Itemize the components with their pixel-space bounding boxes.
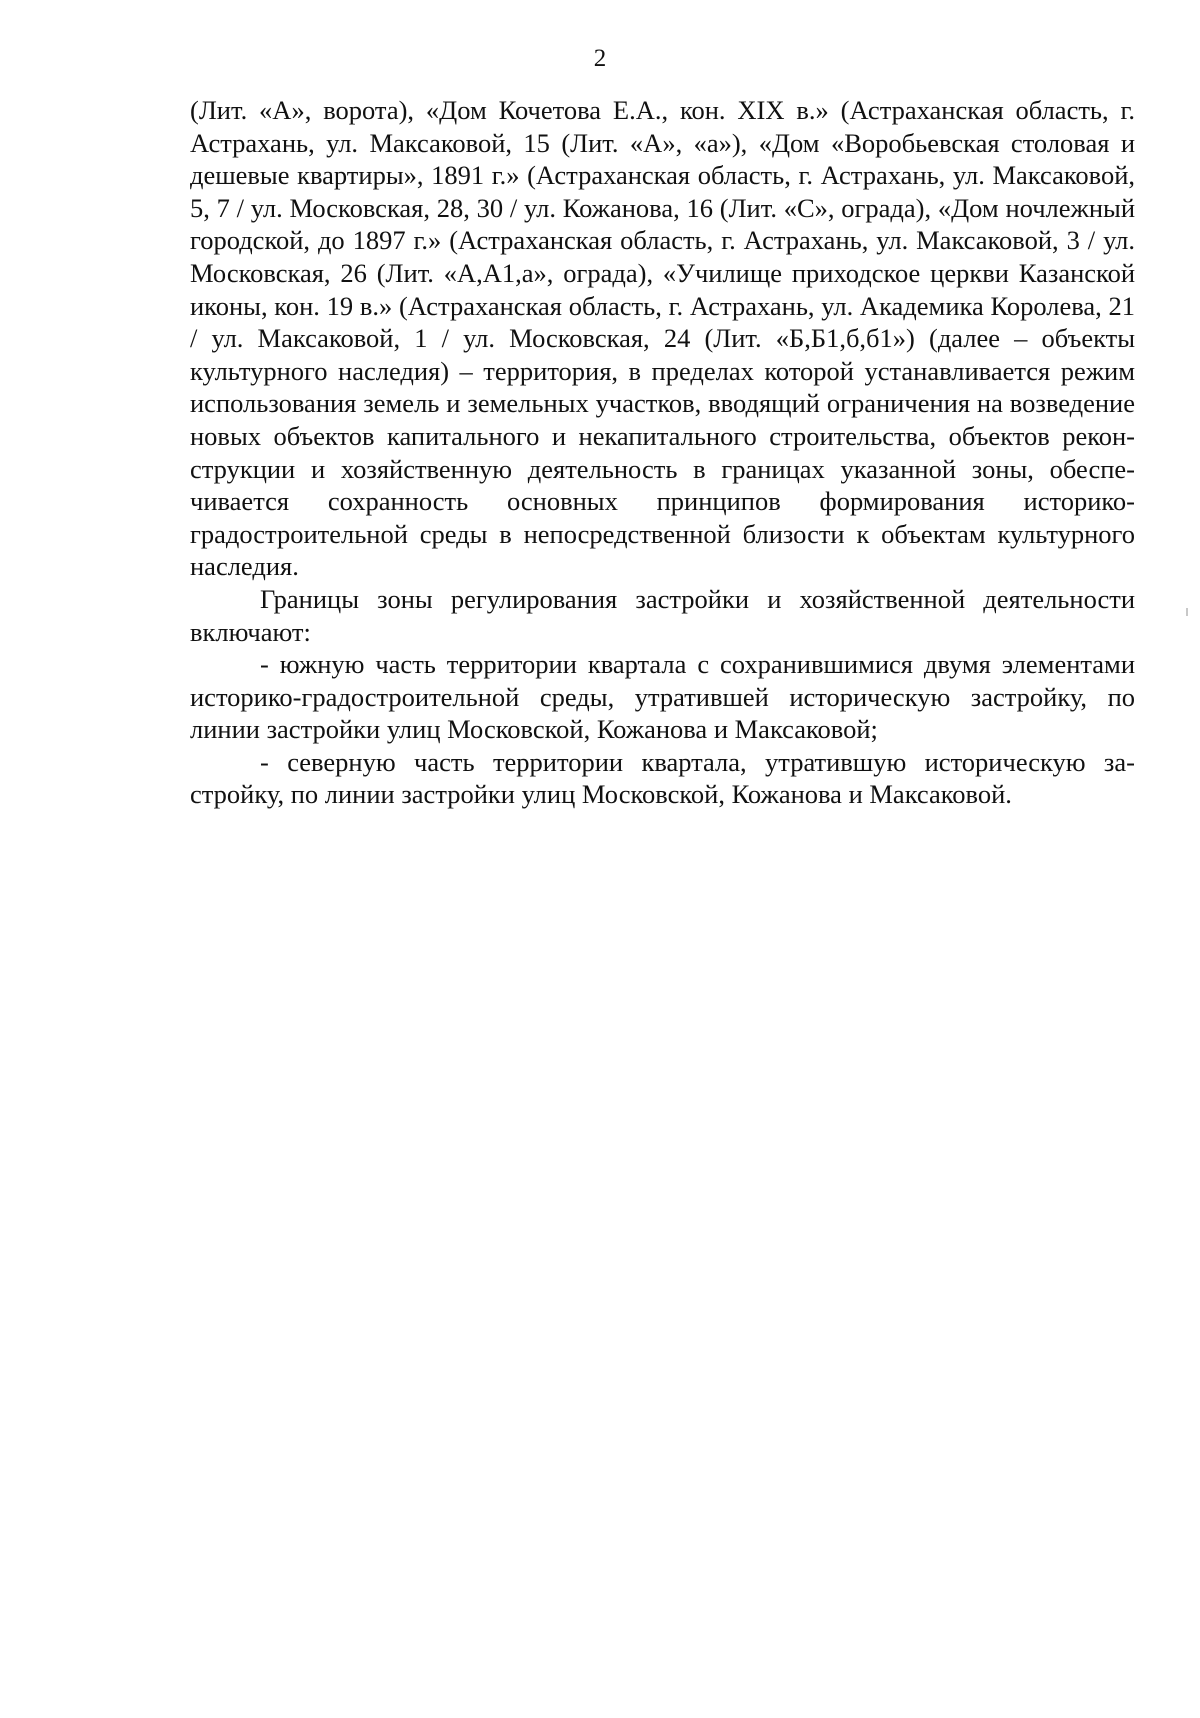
document-body: [190, 94, 1135, 811]
paragraph-heritage-objects: (Лит. «А», ворота), «Дом Кочетова Е.А., кон. XIX в.» (Астраханская область, г. Астрахань, ул. Максаковой, 15 (Лит. «А», «а»), «Дом «Воробьевская столовая и дешевые квартиры», 1891 г.» (Астраханская область, г. Астрахань, ул. Максаковой, 5, 7 / ул. Московская, 28, 30 / ул. Кожанова, 16 (Лит. «С», ограда), «Дом ночлежный городской, до 1897 г.» (Астраханская область, г. Астрахань, ул. Максаковой, 3 / ул. Московская, 26 (Лит. «А,А1,а», ограда), «Училище приходское церкви Казанской иконы, кон. 19 в.» (Астраханская область, г. Астрахань, ул. Академика Королева, 21 / ул. Максаковой, 1 / ул. Московская, 24 (Лит. «Б,Б1,б,б1») (далее – объекты культурного наследия) – территория, в пределах которой устанавливается режим использования земель и земельных участков, вводящий ограничения на возведение новых объектов капитального и некапитального строительства, объектов реконструкции и хозяйственную деятельность в границах указанной зоны, обеспечивается сохранность основных принципов формирования историкоградостроительной среды в непосредственной близости к объектам культурного наследия.: [190, 95, 1135, 582]
paragraph-zone-boundaries: Границы зоны регулирования застройки и хозяйственной деятельности включают:: [190, 583, 1135, 647]
scan-artifact: [1186, 608, 1188, 616]
paragraph-north-part: - северную часть территории квартала, утратившую историческую застройку, по линии застройки улиц Московской, Кожанова и Максаковой.: [190, 746, 1135, 810]
page-number: 2: [593, 45, 607, 72]
paragraph-south-part: - южную часть территории квартала с сохранившимися двумя элементами историко-градостроительной среды, утратившей историческую застройку, по линии застройки улиц Московской, Кожанова и Максаковой;: [190, 649, 1135, 745]
